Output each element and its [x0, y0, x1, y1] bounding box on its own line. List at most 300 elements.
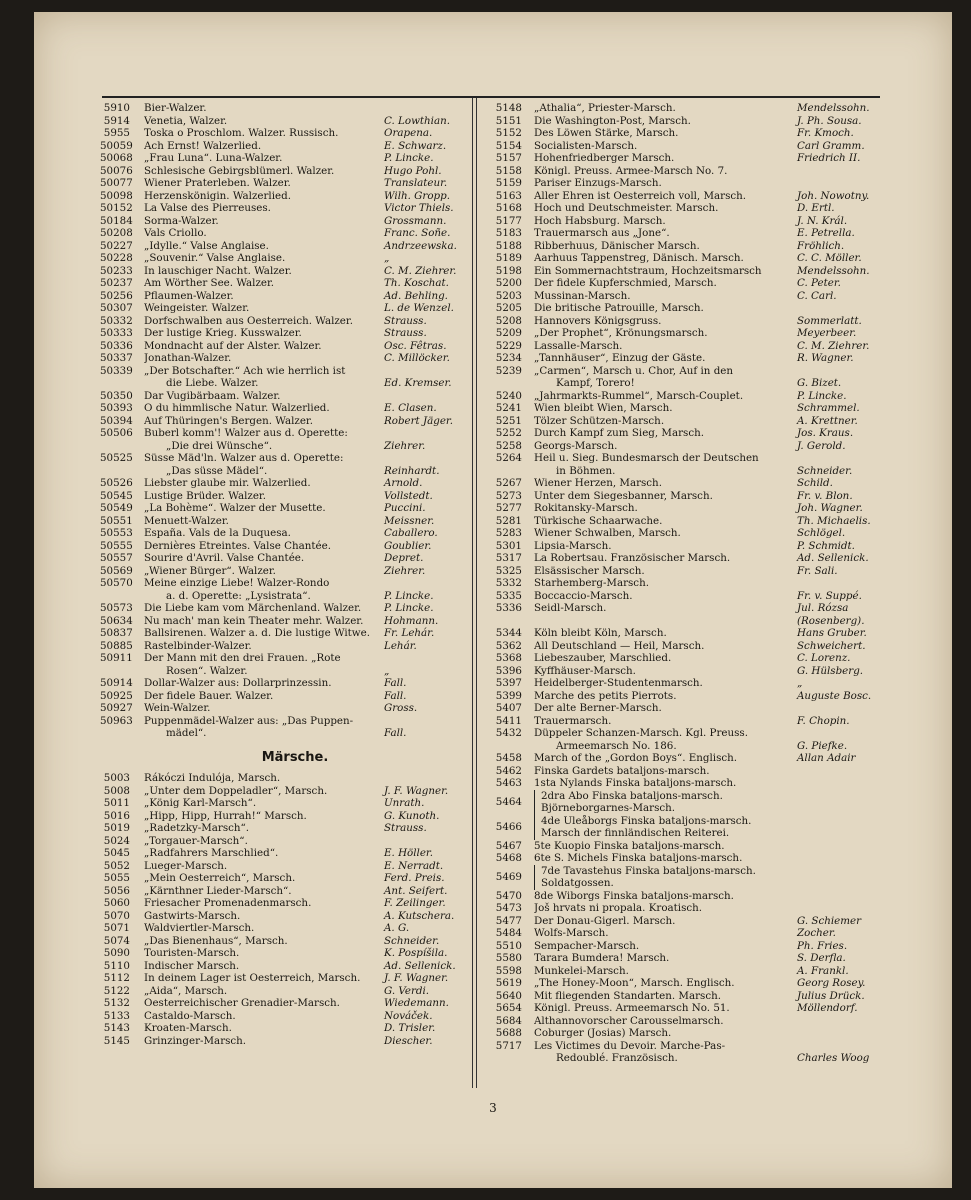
composer-name: K. Pospíšila.: [384, 947, 448, 959]
composer-name: Joh. Wagner.: [797, 502, 863, 514]
entry-title: „Wiener Bürger“. Walzer.: [144, 564, 276, 577]
catalog-entry: [477, 540, 879, 553]
composer-block: [378, 922, 470, 935]
title-block: [144, 860, 378, 873]
title-block: [534, 452, 791, 477]
composer-name: Gross.: [384, 702, 418, 714]
title-block: [144, 427, 378, 452]
catalog-entry: [477, 665, 879, 678]
catalog-number: 5317: [495, 552, 522, 564]
catalog-number: 5183: [495, 227, 522, 239]
entry-title: Kyffhäuser-Marsch.: [534, 664, 636, 677]
catalog-entry: [100, 390, 470, 403]
entry-title: Menuett-Walzer.: [144, 514, 229, 527]
entry-title: Sourire d'Avril. Valse Chantée.: [144, 552, 305, 564]
composer-name: Unrath.: [384, 797, 425, 809]
composer-block: [378, 427, 470, 452]
catalog-entry: [100, 477, 470, 490]
composer-block: [791, 690, 879, 703]
catalog-number: 50569: [100, 564, 133, 577]
title-block: [144, 822, 378, 835]
title-block: [144, 1035, 378, 1048]
title-block: [534, 165, 791, 178]
catalog-entry: [100, 365, 470, 390]
entry-title: „Kärnthner Lieder-Marsch“.: [144, 884, 292, 897]
catalog-number: 5399: [495, 689, 522, 702]
composer-block: [378, 540, 470, 553]
composer-block: [378, 785, 470, 798]
title-block: [534, 590, 791, 603]
catalog-number: 5411: [495, 714, 522, 727]
composer-name: Andrzeewska.: [384, 239, 457, 252]
composer-name: D. Ertl.: [797, 202, 835, 214]
catalog-number: 5158: [495, 164, 522, 177]
catalog-entry: [100, 772, 470, 785]
catalog-number: 50549: [100, 502, 133, 514]
entry-title: Nu mach' man kein Theater mehr. Walzer.: [144, 614, 364, 627]
composer-name: Goublier.: [384, 539, 432, 552]
catalog-number: 5598: [495, 964, 522, 977]
composer-block: [791, 352, 879, 365]
catalog-number: 50393: [100, 402, 133, 414]
composer-block: [378, 677, 470, 690]
column-divider: [472, 98, 473, 1088]
title-block: [534, 1002, 791, 1015]
composer-block: [378, 552, 470, 565]
entry-title: Wien bleibt Wien, Marsch.: [534, 402, 673, 414]
title-block: [144, 652, 378, 677]
composer-block: [378, 190, 470, 203]
catalog-entry: [100, 490, 470, 503]
entry-title: Grinzinger-Marsch.: [144, 1034, 247, 1047]
catalog-entry: [100, 402, 470, 415]
title-block: [144, 452, 378, 477]
entry-title-cont: mädel“.: [166, 727, 207, 739]
entry-title: Königl. Preuss. Armeemarsch No. 51.: [534, 1002, 730, 1014]
composer-name: Lehár.: [384, 639, 417, 652]
entry-title-cont: Kampf, Torero!: [556, 377, 635, 389]
title-block: [534, 252, 791, 265]
composer-block: [791, 427, 879, 440]
composer-name: C. Millöcker.: [384, 352, 450, 364]
brace-group: [534, 790, 767, 815]
catalog-entry: [477, 190, 879, 203]
title-block: [144, 910, 378, 923]
catalog-number: 50076: [100, 164, 133, 177]
composer-block: [378, 152, 470, 165]
title-block: [144, 677, 378, 690]
title-block: [534, 240, 791, 253]
catalog-number: 5432: [495, 727, 522, 739]
title-block: [534, 990, 791, 1003]
catalog-entry: [100, 985, 470, 998]
composer-block: [378, 252, 470, 265]
composer-name: Ad. Sellenick.: [797, 552, 869, 564]
entry-title: Liebster glaube mir. Walzerlied.: [144, 477, 311, 489]
catalog-entry: [477, 240, 879, 253]
composer-block: [378, 340, 470, 353]
composer-block: [378, 327, 470, 340]
catalog-number: 5070: [103, 909, 130, 922]
composer-name: Joh. Nowotny.: [797, 189, 870, 202]
catalog-entry: [100, 640, 470, 653]
catalog-entry: [477, 640, 879, 653]
catalog-number: 5056: [103, 884, 130, 897]
catalog-entry: [100, 240, 470, 253]
catalog-number: 5477: [495, 914, 522, 927]
composer-name: Osc. Fêtras.: [384, 339, 447, 352]
catalog-number: 5397: [495, 677, 522, 689]
composer-block: [791, 752, 879, 765]
title-block: [534, 515, 791, 528]
catalog-number: 50333: [100, 327, 133, 339]
composer-name: A. Frankl.: [797, 964, 849, 977]
entry-title: „Athalia“, Priester-Marsch.: [534, 102, 676, 114]
composer-name: Jul. Rózsa: [797, 602, 849, 614]
catalog-number: 5239: [495, 364, 522, 377]
title-block: [144, 165, 378, 178]
entry-title: Meine einzige Liebe! Walzer-Rondo: [144, 577, 330, 589]
title-block: [534, 102, 791, 115]
title-block: [534, 390, 791, 403]
composer-name: Hugo Pohl.: [384, 164, 442, 177]
entry-title: Björneborgarnes-Marsch.: [541, 802, 676, 814]
entry-title: Trauermarsch aus „Jone“.: [534, 227, 670, 239]
entry-title: Socialisten-Marsch.: [534, 139, 638, 152]
composer-name: Schneider.: [797, 464, 853, 477]
catalog-entry: [100, 327, 470, 340]
entry-title: Marsch der finnländischen Reiterei.: [541, 827, 730, 839]
title-block: [534, 440, 791, 453]
title-block: [144, 552, 378, 565]
catalog-number: 50837: [100, 627, 133, 639]
composer-name: Ant. Seifert.: [384, 884, 448, 897]
catalog-entry: [100, 690, 470, 703]
composer-block: [378, 402, 470, 415]
composer-name: Schweichert.: [797, 639, 866, 652]
composer-block: [378, 490, 470, 503]
entry-title: Georgs-Marsch.: [534, 439, 618, 452]
catalog-entry: [477, 102, 879, 115]
entry-title: „Souvenir.“ Valse Anglaise.: [144, 252, 286, 264]
title-block: [534, 365, 791, 390]
title-block: [144, 265, 378, 278]
entry-title: Lueger-Marsch.: [144, 859, 228, 872]
title-block: [534, 127, 791, 140]
title-block: [144, 390, 378, 403]
entry-title-cont: die Liebe. Walzer.: [166, 377, 259, 389]
composer-block: [378, 640, 470, 653]
entry-title: Ein Sommernachtstraum, Hochzeitsmarsch: [534, 264, 762, 277]
title-block: [144, 785, 378, 798]
composer-block: [791, 915, 879, 928]
composer-name: G. Hülsberg.: [797, 664, 864, 677]
composer-block: [791, 190, 879, 203]
catalog-entry: [100, 1010, 470, 1023]
entry-title: Vals Criollo.: [144, 227, 207, 239]
entry-title: Puppenmädel-Walzer aus: „Das Puppen-: [144, 714, 354, 727]
entry-title: Hoch Habsburg. Marsch.: [534, 214, 666, 227]
catalog-entry: [477, 527, 879, 540]
catalog-entry: [477, 127, 879, 140]
right-column: [477, 102, 879, 1065]
catalog-number: 5580: [495, 952, 522, 964]
entry-title-cont: a. d. Operette: „Lysistrata“.: [166, 589, 311, 602]
composer-name: E. Höller.: [384, 847, 433, 859]
title-block: [144, 415, 378, 428]
composer-name: G. Kunoth.: [384, 809, 440, 822]
catalog-number: 5152: [495, 127, 522, 139]
composer-name: D. Trisler.: [384, 1022, 436, 1034]
composer-name: Arnold.: [384, 477, 423, 489]
composer-name: Ferd. Preis.: [384, 872, 445, 884]
composer-block: [791, 440, 879, 453]
catalog-entry: [477, 940, 879, 953]
composer-block: [791, 252, 879, 265]
catalog-entry: [100, 785, 470, 798]
catalog-number: 5154: [495, 139, 522, 152]
catalog-entry: [477, 652, 879, 665]
composer-name: Hans Gruber.: [797, 627, 867, 639]
title-block: [534, 652, 791, 665]
title-block: [534, 190, 791, 203]
entry-title: Hohenfriedberger Marsch.: [534, 152, 675, 164]
catalog-number: 50098: [100, 189, 133, 202]
title-block: [144, 615, 378, 628]
catalog-number: 50914: [100, 677, 133, 689]
composer-name: A. G.: [384, 922, 410, 934]
catalog-entry: [100, 427, 470, 452]
composer-name: F. Zeilinger.: [384, 897, 446, 909]
catalog-number: 5203: [495, 289, 522, 302]
catalog-number: 5368: [495, 652, 522, 664]
catalog-number: 5157: [495, 152, 522, 164]
composer-block: [791, 402, 879, 415]
title-block: [144, 897, 378, 910]
composer-block: [378, 822, 470, 835]
title-block: [534, 890, 791, 903]
title-block: [144, 252, 378, 265]
catalog-entry: [477, 140, 879, 153]
composer-name: Strauss.: [384, 822, 427, 834]
catalog-entry: [100, 552, 470, 565]
catalog-entry: [477, 152, 879, 165]
catalog-entry: [100, 860, 470, 873]
title-block: [534, 727, 791, 752]
catalog-number: 5407: [495, 702, 522, 714]
catalog-entry: [477, 702, 879, 715]
composer-block: [791, 240, 879, 253]
composer-block: [378, 527, 470, 540]
catalog-number: 5112: [103, 972, 130, 984]
catalog-entry: [477, 1002, 879, 1015]
catalog-entry: [100, 340, 470, 353]
catalog-entry: [477, 327, 879, 340]
entry-title-cont: Redoublé. Französisch.: [556, 1052, 678, 1064]
entry-title: Ribberhuus, Dänischer Marsch.: [534, 239, 700, 252]
catalog-number: 5055: [103, 872, 130, 884]
entry-title: „Tannhäuser“, Einzug der Gäste.: [534, 352, 706, 364]
composer-name: Auguste Bosc.: [797, 689, 872, 702]
entry-title: Pariser Einzugs-Marsch.: [534, 177, 662, 189]
catalog-entry: [477, 477, 879, 490]
composer-block: [378, 165, 470, 178]
composer-name: P. Lincke.: [384, 152, 434, 164]
entry-title: Dernières Etreintes. Valse Chantée.: [144, 539, 331, 552]
composer-block: [791, 490, 879, 503]
composer-block: [378, 290, 470, 303]
entry-title: Castaldo-Marsch.: [144, 1009, 236, 1022]
catalog-entry: [100, 677, 470, 690]
catalog-number: 50551: [100, 514, 133, 527]
composer-name: Reinhardt.: [384, 464, 440, 477]
title-block: [534, 677, 791, 690]
composer-name: Fr. v. Suppé.: [797, 589, 862, 602]
composer-block: [791, 652, 879, 665]
catalog-entry: [100, 202, 470, 215]
title-block: [144, 340, 378, 353]
catalog-entry: [477, 890, 879, 903]
composer-name: C. Carl.: [797, 289, 837, 302]
entry-title: Aller Ehren ist Oesterreich voll, Marsch.: [534, 189, 747, 202]
title-block: [534, 265, 791, 278]
catalog-entry: [477, 590, 879, 603]
composer-name: C. M. Ziehrer.: [384, 264, 457, 277]
composer-name: Schlögel.: [797, 527, 846, 539]
title-block: [534, 715, 791, 728]
entry-title: Les Victimes du Devoir. Marche-Pas-: [534, 1039, 726, 1052]
title-block: [144, 947, 378, 960]
title-block: [144, 972, 378, 985]
entry-title: Süsse Mäd'ln. Walzer aus d. Operette:: [144, 452, 344, 464]
title-block: [534, 665, 791, 678]
composer-block: [378, 127, 470, 140]
entry-title: Der fidele Kupferschmied, Marsch.: [534, 277, 717, 289]
title-block: [144, 885, 378, 898]
catalog-number: 50506: [100, 427, 133, 439]
entry-title: Die Liebe kam vom Märchenland. Walzer.: [144, 602, 362, 614]
catalog-number: 5463: [495, 777, 522, 789]
catalog-number: 5362: [495, 639, 522, 652]
catalog-entry: [100, 540, 470, 553]
catalog-number: 5003: [103, 772, 130, 784]
catalog-number: 50256: [100, 289, 133, 302]
entry-title: Des Löwen Stärke, Marsch.: [534, 127, 679, 139]
catalog-entry: [477, 690, 879, 703]
composer-name: Schild.: [797, 477, 833, 489]
entry-title: Unter dem Siegesbanner, Marsch.: [534, 489, 713, 502]
composer-name: Robert Jäger.: [384, 414, 453, 427]
catalog-entry: [477, 902, 879, 915]
catalog-entry: [477, 265, 879, 278]
catalog-entry: [477, 752, 879, 765]
composer-block: [378, 702, 470, 715]
entry-title: Rákóczi Indulója, Marsch.: [144, 772, 281, 784]
entry-title: Elsässischer Marsch.: [534, 564, 645, 577]
entry-title-cont: „Das süsse Mädel“.: [166, 464, 268, 477]
composer-name: Fr. Kmoch.: [797, 127, 854, 139]
composer-block: [378, 960, 470, 973]
catalog-number: 5074: [103, 934, 130, 947]
entry-title: Touristen-Marsch.: [144, 947, 240, 959]
title-block: [534, 940, 791, 953]
entry-title: In deinem Lager ist Oesterreich, Marsch.: [144, 972, 361, 984]
composer-block: [378, 352, 470, 365]
composer-name: J. Ph. Sousa.: [797, 114, 862, 127]
title-block: [144, 922, 378, 935]
catalog-entry: [100, 102, 470, 115]
composer-block: [791, 927, 879, 940]
section-heading-marches: Märsche.: [261, 749, 329, 765]
catalog-entry: [100, 872, 470, 885]
catalog-entry: [477, 340, 879, 353]
entry-title: 2dra Abo Finska bataljons-marsch.: [541, 789, 723, 802]
entry-title-cont: [534, 615, 791, 628]
composer-block: [378, 860, 470, 873]
brace-group: [534, 865, 767, 890]
catalog-entry: [100, 215, 470, 228]
composer-name: Möllendorf.: [797, 1002, 858, 1014]
catalog-number: 5325: [495, 564, 522, 577]
catalog-number: 5283: [495, 527, 522, 539]
catalog-entry: [477, 840, 879, 853]
title-block: [534, 1015, 791, 1028]
title-block: [144, 565, 378, 578]
catalog-number: 5688: [495, 1027, 522, 1039]
title-block: [534, 340, 791, 353]
composer-name: P. Schmidt.: [797, 539, 855, 552]
catalog-number: 50337: [100, 352, 133, 364]
catalog-entry: [100, 177, 470, 190]
entry-title: Starhemberg-Marsch.: [534, 577, 649, 589]
catalog-number: 50237: [100, 277, 133, 289]
entry-title: Düppeler Schanzen-Marsch. Kgl. Preuss.: [534, 727, 748, 739]
title-block: [534, 977, 791, 990]
entry-title: Dollar-Walzer aus: Dollarprinzessin.: [144, 677, 332, 689]
catalog-number: 5110: [103, 959, 130, 972]
catalog-entry: [100, 910, 470, 923]
catalog-number: 50307: [100, 302, 133, 314]
catalog-number: 50553: [100, 527, 133, 539]
entry-title: La Valse des Pierreuses.: [144, 202, 271, 214]
composer-name: Grossmann.: [384, 214, 447, 227]
entry-title: „The Honey-Moon“, Marsch. Englisch.: [534, 977, 735, 989]
title-block: [144, 402, 378, 415]
composer-spacer: [797, 727, 879, 740]
catalog-entry: [100, 935, 470, 948]
entry-title: 1sta Nylands Finska bataljons-marsch.: [534, 777, 737, 789]
entry-title: Wolfs-Marsch.: [534, 927, 609, 939]
title-block: [144, 772, 378, 785]
composer-block: [791, 1040, 879, 1065]
composer-block: [378, 615, 470, 628]
title-block: [534, 227, 791, 240]
catalog-number: 5914: [103, 114, 130, 127]
catalog-number: 5052: [103, 859, 130, 872]
composer-block: [791, 565, 879, 578]
composer-spacer: [797, 1040, 879, 1053]
composer-block: [791, 115, 879, 128]
title-block: [534, 202, 791, 215]
composer-block: [378, 415, 470, 428]
catalog-number: 50526: [100, 477, 133, 489]
catalog-entry: [100, 165, 470, 178]
entry-title: Boccaccio-Marsch.: [534, 589, 633, 602]
composer-name: P. Lincke.: [384, 602, 434, 614]
title-block: [534, 502, 791, 515]
title-block: [144, 1022, 378, 1035]
composer-block: [791, 602, 879, 627]
